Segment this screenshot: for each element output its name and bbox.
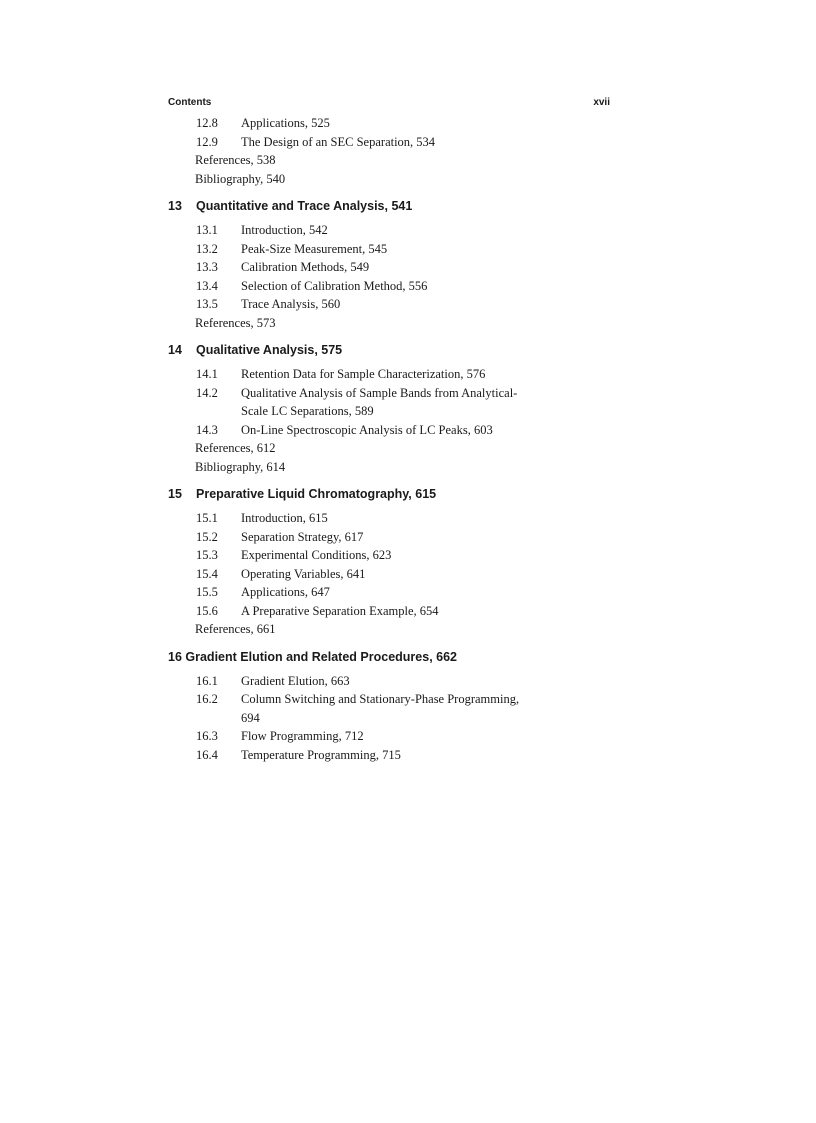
- section-number: 13.5: [196, 297, 218, 311]
- chapter-number: 16: [168, 649, 182, 664]
- toc-chapter-heading: [168, 341, 628, 359]
- chapter-number: 15: [168, 487, 182, 501]
- toc-section-entry: [168, 727, 628, 746]
- toc-section-entry: [168, 746, 628, 765]
- toc-section-entry: [168, 690, 628, 727]
- section-number: 16.2: [196, 692, 218, 706]
- section-number: 13.2: [196, 241, 218, 256]
- table-of-contents: [168, 114, 628, 764]
- running-head: [168, 96, 610, 110]
- section-title: Peak-Size Measurement, 545: [241, 241, 388, 256]
- section-title: Retention Data for Sample Characterization, 576: [241, 367, 486, 381]
- toc-references-entry: References, 661: [195, 622, 276, 636]
- toc-references-entry: References, 573: [195, 315, 276, 330]
- toc-bibliography-entry: Bibliography, 614: [195, 459, 286, 474]
- toc-section-entry: [168, 421, 628, 440]
- toc-section-entry: [168, 133, 628, 152]
- toc-section-entry: [168, 221, 628, 240]
- toc-section-entry: [168, 565, 628, 584]
- toc-section-entry: [168, 277, 628, 296]
- toc-section-entry: [168, 295, 628, 314]
- chapter-title: Preparative Liquid Chromatography, 615: [196, 487, 437, 501]
- section-number: 16.4: [196, 747, 218, 762]
- toc-references-entry: References, 612: [195, 441, 276, 455]
- section-number: 15.3: [196, 548, 218, 562]
- section-number: 14.2: [196, 385, 218, 400]
- toc-section-entry: [168, 509, 628, 528]
- page-number: xvii: [593, 97, 610, 108]
- section-number: 16.3: [196, 729, 218, 743]
- section-title: Trace Analysis, 560: [241, 297, 341, 311]
- section-number: 15.2: [196, 529, 218, 544]
- toc-references-entry: References, 538: [195, 153, 276, 167]
- section-title: Calibration Methods, 549: [241, 260, 370, 274]
- section-number: 15.4: [196, 566, 218, 581]
- toc-section-entry: [168, 365, 628, 384]
- section-title: Applications, 647: [241, 585, 330, 599]
- section-title: Introduction, 615: [241, 511, 328, 525]
- section-title: Applications, 525: [241, 116, 330, 130]
- chapter-number: 13: [168, 199, 182, 213]
- section-title: Temperature Programming, 715: [241, 747, 401, 762]
- section-title: On-Line Spectroscopic Analysis of LC Peaks, 603: [241, 422, 493, 437]
- section-number: 12.9: [196, 134, 218, 149]
- chapter-title: Qualitative Analysis, 575: [196, 343, 343, 357]
- section-title: Flow Programming, 712: [241, 729, 364, 743]
- chapter-title: Gradient Elution and Related Procedures, 662: [185, 649, 457, 664]
- section-number: 15.1: [196, 511, 218, 525]
- toc-bibliography-entry: Bibliography, 540: [195, 171, 286, 186]
- toc-chapter-heading: [168, 648, 628, 666]
- section-title: Gradient Elution, 663: [241, 673, 350, 688]
- section-number: 14.3: [196, 422, 218, 437]
- chapter-title: Quantitative and Trace Analysis, 541: [196, 199, 413, 213]
- section-title: Column Switching and Stationary-Phase Programming, 694: [241, 692, 520, 725]
- section-number: 15.5: [196, 585, 218, 599]
- toc-section-entry: [168, 602, 628, 621]
- section-title: Qualitative Analysis of Sample Bands from Analytical-Scale LC Separations, 589: [241, 385, 518, 418]
- section-title: Experimental Conditions, 623: [241, 548, 392, 562]
- section-number: 15.6: [196, 603, 218, 618]
- chapter-number: 14: [168, 343, 182, 357]
- section-number: 13.4: [196, 278, 218, 293]
- toc-chapter-heading: [168, 485, 628, 503]
- section-title: Operating Variables, 641: [241, 566, 366, 581]
- section-number: 16.1: [196, 673, 218, 688]
- section-number: 12.8: [196, 116, 218, 130]
- toc-section-entry: [168, 258, 628, 277]
- toc-section-entry: [168, 528, 628, 547]
- section-title: The Design of an SEC Separation, 534: [241, 134, 436, 149]
- toc-section-entry: [168, 672, 628, 691]
- toc-section-entry: [168, 546, 628, 565]
- section-title: Introduction, 542: [241, 223, 328, 237]
- section-title: A Preparative Separation Example, 654: [241, 603, 439, 618]
- section-title: Selection of Calibration Method, 556: [241, 278, 428, 293]
- section-number: 14.1: [196, 367, 218, 381]
- toc-chapter-heading: [168, 197, 628, 215]
- toc-section-entry: [168, 114, 628, 133]
- toc-section-entry: [168, 384, 628, 421]
- section-number: 13.3: [196, 260, 218, 274]
- toc-section-entry: [168, 583, 628, 602]
- running-title: Contents: [168, 97, 212, 108]
- section-number: 13.1: [196, 223, 218, 237]
- toc-section-entry: [168, 240, 628, 259]
- section-title: Separation Strategy, 617: [241, 529, 364, 544]
